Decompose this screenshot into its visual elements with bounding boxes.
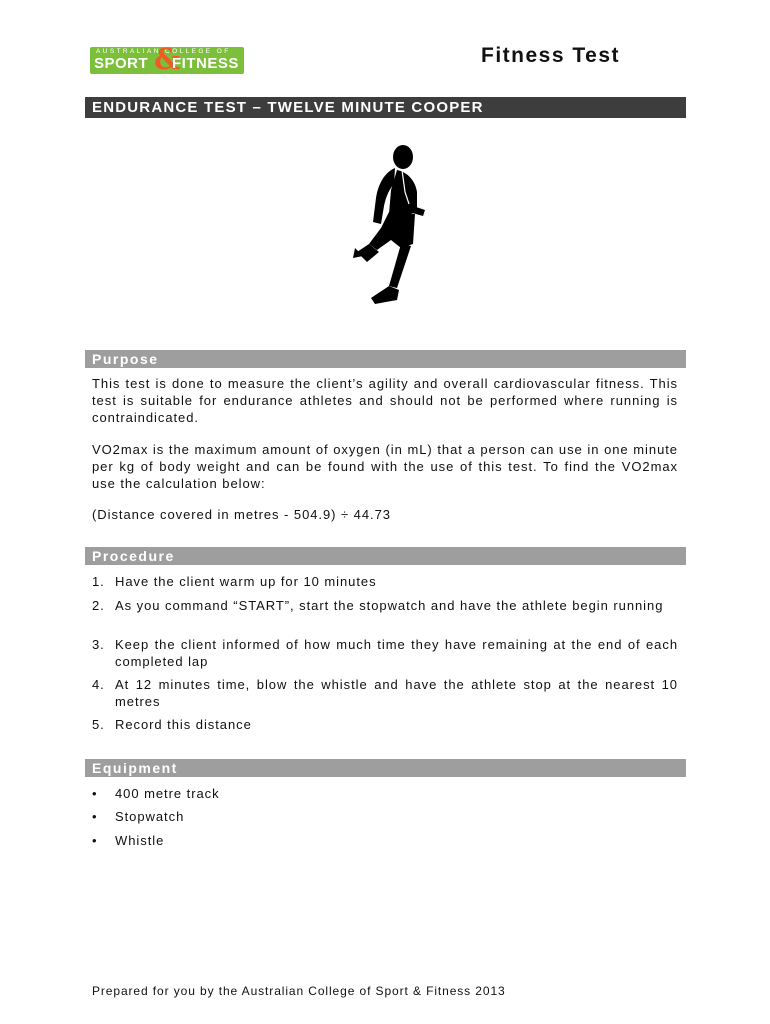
brand-logo (90, 47, 244, 74)
logo-tagline: AUSTRALIAN COLLEGE OF (96, 48, 231, 55)
equipment-item (92, 808, 184, 825)
purpose-heading: Purpose (85, 350, 686, 368)
step-number: 2. (92, 598, 105, 613)
page-title: Fitness Test (481, 44, 620, 67)
procedure-step (92, 676, 678, 710)
step-text: Record this distance (115, 717, 252, 732)
equipment-item-text: Whistle (115, 833, 165, 848)
equipment-item-text: 400 metre track (115, 786, 220, 801)
procedure-step (92, 573, 678, 590)
step-number: 3. (92, 637, 105, 652)
equipment-heading: Equipment (85, 759, 686, 777)
runner-icon (345, 140, 435, 315)
purpose-paragraph-1: This test is done to measure the client’s agility and overall cardiovascular fitness. This test is suitable for endurance athletes and should not be performed where running is contraindicated. (92, 376, 678, 425)
equipment-item-text: Stopwatch (115, 809, 185, 824)
step-number: 5. (92, 717, 105, 732)
test-title-banner: ENDURANCE TEST – TWELVE MINUTE COOPER (85, 97, 686, 118)
procedure-heading: Procedure (85, 547, 686, 565)
logo-word-fitness: FITNESS (172, 55, 239, 72)
procedure-step (92, 716, 678, 733)
vo2max-formula: (Distance covered in metres - 504.9) ÷ 44.73 (92, 507, 391, 522)
equipment-item (92, 832, 164, 849)
purpose-paragraph-2: VO2max is the maximum amount of oxygen (in mL) that a person can use in one minute per kg of body weight and can be found with the use of this test. To find the VO2max use the calculation below: (92, 442, 678, 491)
step-number: 1. (92, 574, 105, 589)
bullet-icon: • (92, 809, 98, 824)
step-text: As you command “START”, start the stopwatch and have the athlete begin running (115, 598, 664, 613)
procedure-step (92, 597, 678, 614)
step-text: Keep the client informed of how much time they have remaining at the end of each completed lap (115, 637, 678, 669)
footer-credit: Prepared for you by the Australian College of Sport & Fitness 2013 (92, 984, 506, 998)
step-text: At 12 minutes time, blow the whistle and have the athlete stop at the nearest 10 metres (115, 677, 678, 709)
logo-word-sport: SPORT (94, 55, 149, 72)
step-number: 4. (92, 677, 105, 692)
bullet-icon: • (92, 833, 98, 848)
equipment-item (92, 785, 220, 802)
logo-ampersand: & (154, 47, 181, 74)
bullet-icon: • (92, 786, 98, 801)
step-text: Have the client warm up for 10 minutes (115, 574, 377, 589)
procedure-step (92, 636, 678, 670)
